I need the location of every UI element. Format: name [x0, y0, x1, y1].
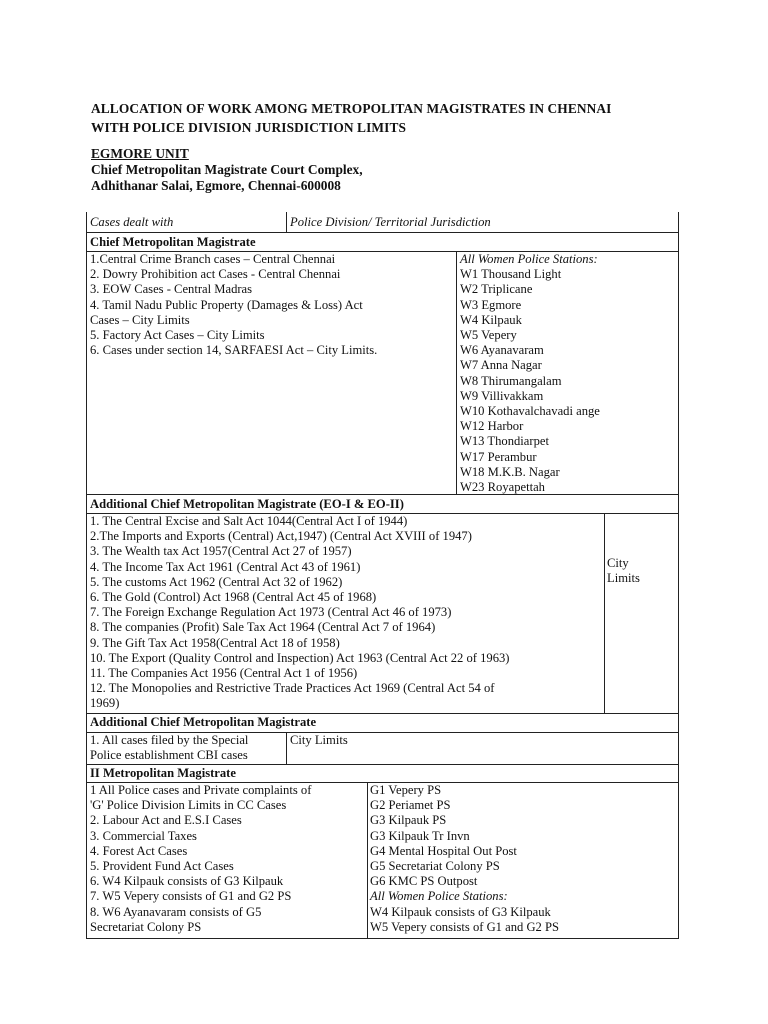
list-item: 'G' Police Division Limits in CC Cases — [90, 798, 287, 813]
list-item: W2 Triplicane — [460, 282, 533, 297]
unit-address-line-1: Chief Metropolitan Magistrate Court Complex, — [91, 162, 363, 177]
acmm-cases-list — [90, 733, 248, 763]
list-item: 3. Commercial Taxes — [90, 828, 197, 843]
list-item: W10 Kothavalchavadi ange — [460, 404, 600, 419]
row-line — [86, 232, 679, 233]
list-item: W17 Perambur — [460, 449, 537, 464]
header-police: Police Division/ Territorial Jurisdiction — [290, 215, 491, 229]
title-line-1: ALLOCATION OF WORK AMONG METROPOLITAN MAGISTRATES IN CHENNAI — [91, 101, 612, 116]
list-item: W5 Vepery consists of G1 and G2 PS — [370, 919, 560, 934]
ii-mm-cases-list — [90, 783, 311, 935]
section-heading-ii-mm: II Metropolitan Magistrate — [90, 766, 236, 780]
section-heading-cmm: Chief Metropolitan Magistrate — [90, 235, 256, 249]
list-item: G4 Mental Hospital Out Post — [370, 843, 517, 858]
table-border-bottom — [86, 938, 679, 939]
list-item: G2 Periamet PS — [370, 798, 451, 813]
title-line-2: WITH POLICE DIVISION JURISDICTION LIMITS — [91, 120, 407, 135]
list-item: Police establishment CBI cases — [90, 748, 248, 763]
list-item: 1. The Central Excise and Salt Act 1044(Central Act I of 1944) — [90, 514, 408, 528]
allocation-table — [86, 212, 679, 939]
list-item: 5. The customs Act 1962 (Central Act 32 of 1962) — [90, 574, 343, 589]
list-item: 7. The Foreign Exchange Regulation Act 1973 (Central Act 46 of 1973) — [90, 605, 452, 620]
list-item: 6. Cases under section 14, SARFAESI Act – City Limits. — [90, 343, 378, 358]
list-item: W12 Harbor — [460, 419, 524, 434]
list-item: 4. Tamil Nadu Public Property (Damages & Loss) Act — [90, 297, 363, 312]
list-item: W4 Kilpauk — [460, 312, 522, 327]
list-item: W23 Royapettah — [460, 480, 545, 495]
list-item: 9. The Gift Tax Act 1958(Central Act 18 of 1958) — [90, 635, 340, 650]
list-item: 6. The Gold (Control) Act 1968 (Central Act 45 of 1968) — [90, 590, 377, 605]
list-item: W4 Kilpauk consists of G3 Kilpauk — [370, 904, 551, 919]
list-item: 6. W4 Kilpauk consists of G3 Kilpauk — [90, 874, 284, 889]
jurisdiction-heading: All Women Police Stations: — [460, 252, 598, 266]
list-item: W7 Anna Nagar — [460, 358, 542, 373]
list-item: W8 Thirumangalam — [460, 373, 562, 388]
column-divider — [604, 513, 605, 713]
column-divider — [367, 782, 368, 939]
list-item: 4. Forest Act Cases — [90, 843, 188, 858]
list-item: 3. The Wealth tax Act 1957(Central Act 27 of 1957) — [90, 544, 352, 559]
list-item: 10. The Export (Quality Control and Inspection) Act 1963 (Central Act 22 of 1963) — [90, 650, 510, 665]
unit-name: EGMORE UNIT — [91, 146, 189, 161]
list-item: 2. Dowry Prohibition act Cases - Central Chennai — [90, 267, 341, 282]
list-item: W5 Vepery — [460, 328, 517, 343]
list-item: G6 KMC PS Outpost — [370, 874, 478, 889]
list-item: 12. The Monopolies and Restrictive Trade Practices Act 1969 (Central Act 54 of — [90, 681, 495, 696]
list-item: 4. The Income Tax Act 1961 (Central Act 43 of 1961) — [90, 559, 361, 574]
list-item: 8. The companies (Profit) Sale Tax Act 1964 (Central Act 7 of 1964) — [90, 620, 436, 635]
row-line — [86, 494, 679, 495]
row-line — [86, 713, 679, 714]
list-item: G3 Kilpauk PS — [370, 813, 447, 828]
list-item: 1. All cases filed by the Special — [90, 733, 249, 747]
acmm-eo-jurisdiction — [607, 556, 640, 586]
list-item: 2.The Imports and Exports (Central) Act,1947) (Central Act XVIII of 1947) — [90, 529, 472, 544]
section-heading-acmm-eo: Additional Chief Metropolitan Magistrate (EO-I & EO-II) — [90, 497, 404, 511]
list-item: 3. EOW Cases - Central Madras — [90, 282, 253, 297]
list-item: W13 Thondiarpet — [460, 434, 549, 449]
list-item: Cases – City Limits — [90, 312, 190, 327]
list-item: 1969) — [90, 696, 120, 711]
section-heading-acmm: Additional Chief Metropolitan Magistrate — [90, 715, 317, 729]
header-cases: Cases dealt with — [90, 215, 174, 229]
list-item: Secretariat Colony PS — [90, 919, 202, 934]
list-item: 1 All Police cases and Private complaints of — [90, 783, 312, 797]
jurisdiction-heading: All Women Police Stations: — [370, 889, 508, 904]
list-item: W1 Thousand Light — [460, 267, 562, 282]
unit-address-line-2: Adhithanar Salai, Egmore, Chennai-600008 — [91, 178, 341, 193]
table-border-right — [678, 212, 679, 939]
jurisdiction-text: City — [607, 556, 629, 570]
list-item: 7. W5 Vepery consists of G1 and G2 PS — [90, 889, 292, 904]
column-divider — [286, 732, 287, 764]
acmm-jurisdiction: City Limits — [290, 733, 348, 747]
cmm-jurisdiction-list — [460, 252, 600, 495]
list-item: G3 Kilpauk Tr Invn — [370, 828, 470, 843]
list-item: 11. The Companies Act 1956 (Central Act 1 of 1956) — [90, 666, 358, 681]
document-title — [91, 99, 691, 137]
jurisdiction-text: Limits — [607, 571, 640, 586]
list-item: 2. Labour Act and E.S.I Cases — [90, 813, 242, 828]
cmm-cases-list — [90, 252, 377, 358]
list-item: W9 Villivakkam — [460, 388, 544, 403]
list-item: 5. Factory Act Cases – City Limits — [90, 328, 265, 343]
list-item: 5. Provident Fund Act Cases — [90, 859, 234, 874]
unit-block — [91, 146, 691, 194]
column-divider — [456, 251, 457, 494]
row-line — [86, 764, 679, 765]
table-border-left — [86, 212, 87, 939]
ii-mm-jurisdiction-list — [370, 783, 559, 935]
list-item: 1.Central Crime Branch cases – Central Chennai — [90, 252, 336, 266]
acmm-eo-cases-list — [90, 514, 509, 712]
list-item: W6 Ayanavaram — [460, 343, 544, 358]
list-item: 8. W6 Ayanavaram consists of G5 — [90, 904, 262, 919]
list-item: W3 Egmore — [460, 297, 522, 312]
list-item: G5 Secretariat Colony PS — [370, 859, 500, 874]
header-divider — [286, 212, 287, 232]
list-item: W18 M.K.B. Nagar — [460, 464, 560, 479]
list-item: G1 Vepery PS — [370, 783, 442, 797]
